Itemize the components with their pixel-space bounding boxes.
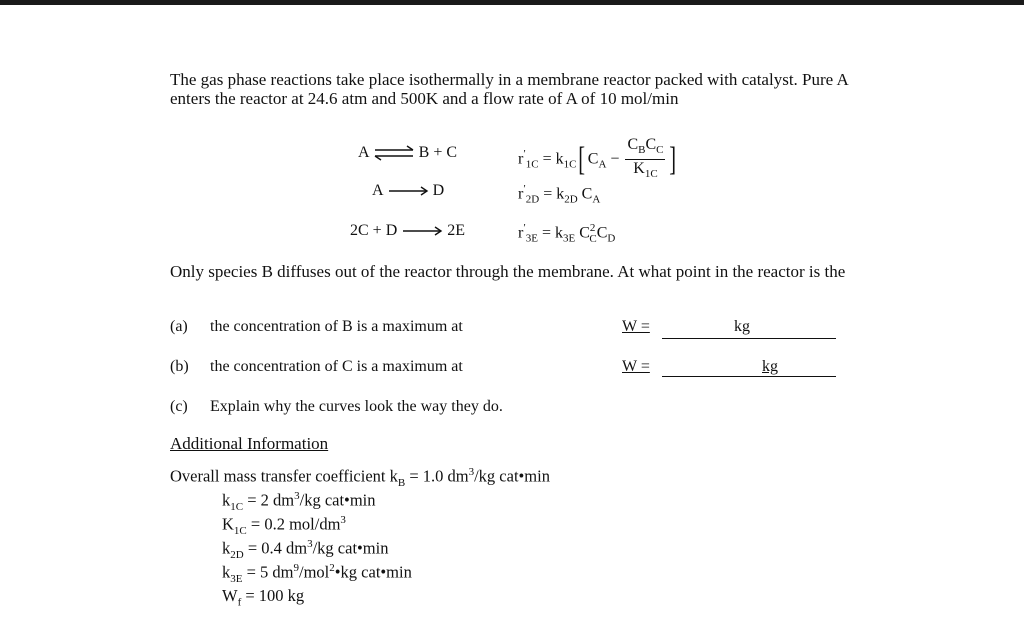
k1c-value: $k_{1C} = 2$ $dm^3/kg$ cat•min (222, 490, 376, 513)
reaction-1-right: B + C (418, 144, 458, 161)
reaction-2-left: A (372, 182, 383, 199)
reaction-2-right: D (432, 182, 445, 199)
reaction-3-right: 2E (447, 222, 466, 239)
reaction-3-left: 2C + D (350, 222, 398, 239)
rate-law-2: $r'_{2D} = k_{2D}$ $C_A$ (518, 183, 601, 206)
prompt-paragraph: Only species B diffuses out of the reactor through the membrane. At what point in the reactor is the (170, 262, 846, 281)
additional-info-heading: Additional Information (170, 434, 329, 453)
reaction-1-left: A (358, 144, 369, 161)
reversible-arrow-icon (373, 145, 415, 161)
mass-transfer-coefficient: Overall mass transfer coefficient $k_B = 1.0$ $dm^3/kg$ cat•min (170, 466, 550, 489)
k2d-value: $k_{2D} = 0.4$ $dm^3/kg$ cat•min (222, 538, 389, 561)
fraction: $\frac{C_BC_C}{K_{1C}}$ (627, 136, 664, 181)
question-a-text: the concentration of B is a maximum at (210, 318, 463, 335)
question-b-label: (b) (170, 358, 189, 375)
question-a-w: W = (622, 318, 650, 335)
k3e-value: $k_{3E} = 5$ $dm^9/mol^2•kg$ cat•min (222, 562, 412, 585)
reaction-1 (358, 144, 457, 162)
intro-paragraph: The gas phase reactions take place isothermally in a membrane reactor packed with catalyst. Pure A enters the reactor at 24.6 atm and 500K and a flow rate of A of 10 mol/min (170, 70, 848, 108)
K1c-value: $K_{1C} = 0.2$ mol/$dm^3$ (222, 514, 346, 537)
answer-line-b[interactable] (662, 376, 836, 377)
question-b-w: W = (622, 358, 650, 375)
top-bar (0, 0, 1024, 5)
question-c-label: (c) (170, 398, 188, 415)
arrow-icon (401, 225, 443, 237)
answer-line-a[interactable] (662, 338, 836, 339)
rate-law-1: $r'_{1C} = k_{1C}$[ $C_A$ − $\frac{C_BC_C}{K_{1C}}$ ] (518, 136, 679, 183)
question-a-label: (a) (170, 318, 188, 335)
rate-law-3: $r'_{3E} = k_{3E}$ $C^2_CC_D$ (518, 222, 616, 245)
right-bracket: ] (669, 140, 677, 178)
question-c-text: Explain why the curves look the way they do. (210, 398, 503, 415)
arrow-icon (387, 185, 429, 197)
reaction-3 (350, 222, 465, 240)
question-b-unit: kg (762, 358, 778, 375)
question-b-text: the concentration of C is a maximum at (210, 358, 463, 375)
reaction-2 (372, 182, 444, 200)
left-bracket: [ (578, 140, 586, 178)
question-a-unit: kg (734, 318, 750, 335)
wf-value: $W_f = 100$ kg (222, 586, 305, 609)
